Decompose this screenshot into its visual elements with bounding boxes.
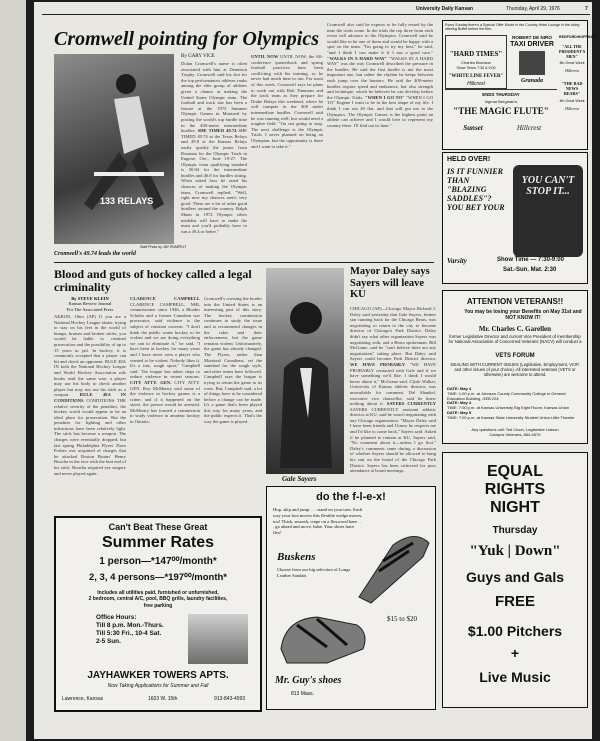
cromwell-byline: By GARY VICE: [181, 54, 215, 59]
equal-plus: +: [510, 645, 520, 661]
cromwell-column-2: [251, 54, 323, 262]
presidents-week: 4th Great Week: [559, 61, 585, 65]
facing-page-edge: [0, 0, 26, 741]
varsity-logo: Varsity: [447, 257, 467, 265]
granada-logo: Granada: [520, 78, 543, 84]
sayers-subhead-1: WE HAVE PROBABLY: [350, 361, 406, 367]
heldover-ad[interactable]: [442, 152, 588, 284]
sayers-para-4: Clyde Walker, University of Kansas athletic director, was unavailable for comment. Del Shankel, executive vice chancellor, said he knew nothing about it.: [350, 378, 436, 407]
veterans-desc: former Legislative Director and current Vice President of membership for National Association of Concerned Veterans (NACV) will conduct a: [448, 334, 582, 344]
summer-line-2: Summer Rates: [101, 534, 215, 551]
sandal-store: Mr. Guy's shoes: [275, 675, 342, 686]
summer-phone[interactable]: 913-843-4993: [214, 696, 246, 702]
equal-line-2: RIGHTS: [484, 481, 546, 498]
veterans-contact: [443, 427, 587, 437]
hockey-subhead-2: CONDITIONS: [54, 397, 84, 403]
cromwell-caption: Cromwell's 49.74 leads the world: [54, 251, 136, 257]
sandal-price: $15 to $20: [387, 615, 417, 623]
veterans-ad[interactable]: [442, 290, 588, 444]
hockey-para-2: In hockey, it is commonly accepted that a player can hit and check an opponent. RULE 48A IN both the National Hockey League and World Hockey Association rule books read the same way: a player may use his body to check another player but may not use his stick as a weapon.: [54, 347, 126, 398]
summer-hours-2: Till 5:30 Fri., 10-4 Sat.: [96, 630, 162, 637]
masthead-paper: University Daily Kansan: [416, 6, 473, 12]
veterans-headline: ATTENTION VETERANS!!: [466, 297, 564, 306]
equal-pitchers: $1.00 Pitchers: [467, 623, 563, 639]
equal-day: Thursday: [492, 525, 538, 536]
hillcrest-logo-2: Hillcrest: [565, 68, 579, 73]
summer-hours-title: Office Hours:: [96, 614, 137, 621]
cromwell-para-1: Dolan Cromwell's name is often associated with him at Dennison Trophy. Cromwell said his slot for the top performances athletes ranks among the elite group of athletes given a chance at making the United States Olympic team. The football and track star has been a fixture at the 1975 Summer Olympic Games in Montreal by posting the world's top hurdle time in the 400-meter intermediate hurdles.: [181, 61, 247, 134]
cromwell-para-4: Cromwell said he was running well, but would need a tougher field. "I'm not going to stop. The next challenge is the Olympic Trials. I never planned on being an Olympian, but the opportunity is there and I want to take it.": [251, 109, 324, 149]
hardtimes-times: Show Times 7:30 & 9:00: [456, 66, 496, 70]
equal-guys-gals: Guys and Gals: [465, 569, 565, 585]
hillcrest-logo-1: Hillcrest: [467, 81, 485, 87]
sandal-ad[interactable]: [266, 486, 436, 710]
equal-venue: "Yuk | Down": [469, 543, 561, 559]
magicflute-director: Ingmar Bergman's: [484, 99, 518, 104]
summer-name: JAYHAWKER TOWERS APTS.: [87, 670, 229, 681]
portrait-silhouette-icon: [266, 268, 344, 474]
ends-thursday: ENDS THURSDAY: [482, 92, 520, 97]
cromwell-para-2: SHE TIMED 49.74 at the Texas Relays and 49.8 at the Kansas Relays easily qualify the junior from Rosanna for the Olympic Trials in Eugene, Ore., June 19-27. The Olympic team qualifying standard is 50.04 for the intermediate hurdles and 46.8 for hurdles sitting. When asked how he rated his chances of making the Olympic team, Cromwell replied, "Well, right now my chances aren't very good. There are a lot of other good hurdlers around the country. Ralph Mann in 1972 Olympic silver medalist will have to make the team and you'd probably have to run a 49.4 or better.": [181, 128, 247, 234]
cromwell-para-5: Cromwell also said he expects to be fully rested by the time the trials come. In the trials the top three from each event will advance to the Olympics. Cromwell said he would like to be one of them and would be happy with a spot on the team. "I'm going to try my best," he said, "and I think I can make it if I run a good race.": [327, 22, 433, 55]
hockey-subhead-3: CLARENCE CAMPBELL: [130, 296, 200, 301]
badnews-title: "THE BAD NEWS BEARS": [561, 81, 583, 96]
cromwell-column-3: [327, 22, 433, 262]
hockey-subhead-1: RULE 48A IN: [79, 392, 126, 398]
sandal-store-address: 813 Mass.: [291, 691, 315, 697]
presidents-men-title: "ALL THE PRESIDENT'S MEN": [559, 44, 586, 59]
hardtimes-ad[interactable]: [445, 35, 507, 89]
cromwell-para-7: "WHEN I GO TO" Eugene I want to be in the best shape of my life. I think I can run 49 flat, and that will put me in the Olympics. The Olympic Games is the highest point an athlete can achieve and I would love to represent my country there. I'll find out in June.": [327, 94, 434, 128]
movie-ads-box: [442, 20, 596, 150]
equal-line-1: EQUAL: [487, 463, 543, 480]
sayers-subhead-2: SAYERS CURRENTLY: [386, 401, 436, 407]
hockey-para-3: CONDITIONS THE relative severity of the penalties, the hockey world would appear to be an ideal place for prosecution. But the penalties for fighting and other infractions have been relatively light. The stick has become a weapon.: [54, 397, 126, 437]
held-over-label: HELD OVER!: [447, 156, 491, 163]
deniro-name: ROBERT DE NIRO: [512, 35, 552, 40]
newspaper-page: [34, 2, 596, 739]
presidentsmen-ad[interactable]: [559, 35, 596, 147]
summer-rate-2: 2, 3, 4 persons—*197⁰⁰/month*: [88, 572, 228, 583]
veterans-forum: VETS FORUM: [495, 353, 535, 359]
whitelinefever-title: "WHITE LINE FEVER": [448, 74, 504, 79]
hillcrest-logo-4: Hillcrest: [516, 124, 542, 132]
equal-title: [443, 463, 587, 517]
taxidriver-photo: [519, 51, 545, 75]
matinee-time: Sat.-Sun. Mat. 2:30: [503, 267, 557, 273]
sayers-para-6: Asked if he planned to remain at KU, Sayers said, "No comment about it—unless I go first.": [350, 429, 436, 446]
hockey-column-3: [204, 296, 262, 510]
veterans-schedule: [447, 387, 583, 421]
hockey-para-6: "I have been in hockey for many years and I have never seen a player who wanted to be violent. Nobody likes it. It's a fast, rough sport," Campbell said. The league has taken steps to reduce violence in recent seasons.: [130, 340, 200, 380]
equal-music: Live Music: [479, 669, 551, 685]
sayers-photo-caption: Gale Sayers: [282, 475, 317, 483]
equal-free: FREE: [494, 593, 535, 610]
veterans-dealing: DEALING WITH CURRENT ISSUES (Legislative, Employment, VCIP, and other issues of your choice). All interested veterans (VETS or otherwise) are welcome to attend.: [450, 362, 580, 377]
veterans-date-2: DATE: May 4: [447, 400, 472, 406]
summer-tagline: Now Taking Applications for Summer and Fall: [107, 683, 209, 689]
hurdler-silhouette-icon: [54, 54, 174, 244]
hockey-byline-press: For The Associated Press: [66, 306, 114, 312]
cromwell-subhead-2: UNTIL NOW: [251, 54, 279, 59]
hockey-para-10: But, Campbell said, a lot of things have to be considered before a change can be made. It's a game that's been played this way for many years, and the public expects it. That's the way the game is played.: [204, 385, 262, 425]
apartment-building-illustration: [188, 614, 248, 664]
hockey-byline: By STEVE KLEIN: [71, 296, 109, 301]
sandal-title: do the f-l-e-x!: [316, 491, 386, 503]
summer-line-3: Includes all utilities paid, furnished or unfurnished,: [97, 590, 219, 596]
magicflute-ad[interactable]: [445, 89, 557, 148]
photo-credit: Staff Photo by JAY RUMPELT: [140, 245, 187, 249]
hillcrest-logo-3: Hillcrest: [565, 106, 579, 111]
hockey-para-4: The charges were eventually dropped, but last spring Philadelphia Flyers' Dave Forbes was acquitted of charges that he attacked Boston Bruins' Henry Boucha in the face with the butt end of his stick. Boucha required eye surgery and never played again.: [54, 431, 126, 476]
sayers-para-3: "WE HAVE PROBABLY contacted with Gale and if we have something we'd like. I think I would know about it," McGrane said.: [350, 361, 436, 384]
equal-rights-ad[interactable]: [442, 452, 588, 708]
taxidriver-ad[interactable]: [507, 35, 557, 87]
sayers-para-2: Daley didn't say what other organization Sayers was negotiating with, and a Bears spokesman, Bill McGrane, said he "can't believe there are any negotiations" taking place. But Daley said Sayers could become Park District director.: [350, 328, 436, 362]
section-rule: [54, 262, 434, 263]
summer-address: 1603 W. 15th: [148, 696, 178, 702]
show-time: Show Time — 7:30-9:00: [497, 257, 564, 263]
sayers-para-7: Daley's comments came during a discussion of whether Sayers should be allowed to hang his suit on the board of the Chicago Park District. Sayers has been criticized for poor attendance at board meetings.: [350, 445, 436, 474]
sandal-shoe-icon-2: [277, 589, 373, 671]
hockey-para-5: CLARENCE CAMPBELL, NHL commissioner since 1946, a Rhodes Scholar and a former Canadian war prosecutor, said violence is the subject of constant concern. "I don't think the public wants hockey to be violent and we are doing everything we can to eliminate it," he said.: [130, 301, 200, 346]
poster-art: [513, 165, 583, 257]
deniro-title: TAXI DRIVER: [510, 41, 554, 48]
masthead-rule: [42, 14, 590, 15]
summer-hours: [96, 614, 186, 646]
redford-hoffman: REDFORD/HOFFMAN: [559, 35, 596, 39]
cromwell-subhead-1: SHE TIMED 49.74: [197, 128, 237, 134]
equal-line-3: NIGHT: [490, 499, 540, 516]
summer-line-1: Can't Beat These Great: [108, 522, 208, 532]
summer-city: Lawrence, Kansas: [62, 696, 104, 702]
hardtimes-stars: Charles Bronson: [461, 60, 491, 65]
masthead-date: Thursday, April 29, 1976: [506, 6, 560, 12]
page-number: 7: [585, 6, 588, 12]
hockey-headline: Blood and guts of hockey called a legal criminality: [54, 267, 252, 294]
sayers-headline: Mayor Daley says Sayers will leave KU: [350, 266, 430, 300]
hockey-para-8: Cromwell's crossing the border into the United States is an interesting part of this story. The hockey commission continues to study the issue and to recommend changes in the rules and their enforcement, but the game remains violent.: [204, 296, 262, 346]
cromwell-para-6: "WALKS IN A HARD WAY" was the way Cromwell described the pressure in the hurdles. He said the first hurdle is not the most important one, but rather the rhythm he keeps between each jump over the barriers. He said the 400-meter hurdles require speed and endurance, but also strength and technique, which he believes he can develop before the Olympic Trials.: [327, 55, 433, 100]
cromwell-subhead-3: "WALKS IN A HARD WAY": [327, 55, 388, 61]
hardtimes-title: "HARD TIMES": [449, 50, 503, 58]
veterans-contact-line-2: Campus Veterans, 864-4575: [489, 432, 541, 437]
veterans-time-3: TIME: 7:00 p.m. at Kansas State University Student Union Little Theatre: [447, 414, 575, 420]
summer-features: [58, 590, 258, 609]
summer-line-4: 2 bedroom, central A/C, pool, BBQ grills, laundry facilities,: [88, 596, 228, 603]
hockey-para-1: AKRON, Ohio (AP) If you are a National Hockey League skater, trying to stay on his feet in the world of bumps, bruises and broken sticks, you would be liable to criminal prosecution and the possibility of up to 15 years in jail.: [54, 314, 126, 353]
magicflute-title: "THE MAGIC FLUTE": [453, 106, 549, 116]
sayers-para-5: SAYERS CURRENTLY assistant athletic director at KU, said he wasn't negotiating with any Chicago organization. "Mayor Daley said I have been friends and I know he respects me and I'd like to come back," Sayers said.: [350, 406, 436, 435]
summer-line-5: free parking: [143, 602, 173, 609]
jayhawker-towers-ad[interactable]: [54, 516, 262, 712]
hockey-subhead-4: CITY ATTY. GEN.: [130, 379, 172, 385]
veterans-date-1: DATE: May 4: [447, 386, 472, 391]
sandal-desc: Hop, skip and jump . . . stand on your toes. Each way your foot moves this flexible wedge moves, too! Thick, smooth, crepe on a flexwood base . . . go ahead and move, babe. Your shoes have flex!: [273, 507, 363, 536]
veterans-date-3: DATE: May 5: [447, 409, 472, 415]
cromwell-photo: [54, 54, 174, 244]
cromwell-column-1: [181, 61, 247, 261]
cromwell-subhead-4: "WHEN I GO TO": [364, 94, 405, 100]
cromwell-headline: Cromwell pointing for Olympics: [54, 28, 320, 50]
veterans-contact-line-1: Any questions call: Ted Cloon, Legislative Liaison: [471, 427, 559, 432]
summer-hours-1: Till 8 p.m. Mon.-Thurs.: [96, 622, 164, 629]
sunset-logo: Sunset: [463, 124, 483, 132]
veterans-line-1: You may be losing your Benefits on May 31st and NOT KNOW IT!: [464, 309, 582, 321]
veterans-time-2: TIME: 7:00 p.m. at Kansas University Big Eight Room, Kansas Union: [447, 405, 570, 411]
hockey-byline-role: Kansas Review Journal: [68, 301, 112, 307]
cromwell-para-3: UNTIL NOW, the All-conference quarterback and spring football practices have been conflicting with his training, so he never had much time to run. For most of this week, Cromwell says he plans to work out with Bob Timmons and the track team as they prepare for Drake Relays this weekend, where he will compete in the 400 meter intermediate hurdles.: [251, 54, 324, 115]
hockey-para-9: Unfortunately, the game has already changed. The Flyers, rather than Montreal Canadiens, set the standard for the rough style, and other teams have followed. Campbell says the league is trying to return the game to its roots.: [204, 340, 262, 391]
funnier-copy: IS IT FUNNIER THAN "BLAZING SADDLES"? YOU BET YOUR: [447, 167, 505, 212]
hockey-byline-block: [54, 296, 126, 312]
badnews-week: 4th Great Week: [559, 99, 585, 103]
movie-promo: Every Sunday there's a Special Offer Movie in the Country Hotel Lounge in the lobby offering Buffet before the film.: [445, 23, 580, 32]
summer-rate-1: 1 person—*147⁰⁰/month*: [99, 556, 217, 567]
sandal-choose: Choose from our big selection of Longs Leather Sandals: [277, 567, 351, 578]
veterans-time-1: TIME: 1:00 p.m. at Johnson County Community College in General Education Building, GEB 224: [447, 390, 566, 401]
hockey-column-2: [130, 296, 200, 510]
sayers-photo: [266, 268, 344, 474]
veterans-speaker: Mr. Charles C. Garellen: [478, 325, 552, 333]
runner-bib: 133 RELAYS: [100, 196, 154, 206]
sayers-column: [350, 306, 436, 482]
summer-hours-3: 2-5 Sun.: [96, 638, 121, 645]
hockey-para-7: CITY ATTY. GEN. Roy McMurtry said some of the violence in hockey games is a crime, and if it happened on the street, the person would be arrested. McMurtry has formed a commission to study violence in amateur hockey in Ontario.: [130, 379, 200, 425]
sandal-brand: Buskens: [277, 551, 316, 563]
sayers-para-1: CHICAGO (AP)—Chicago Mayor Richard J. Daley said yesterday that Gale Sayers, former star running back for the Chicago Bears, was negotiating to return to the city to become director of Chicago's Park District.: [350, 306, 436, 334]
hockey-column-1: [54, 314, 126, 510]
dont-stop-copy: YOU CAN'T STOP IT...: [521, 175, 575, 197]
